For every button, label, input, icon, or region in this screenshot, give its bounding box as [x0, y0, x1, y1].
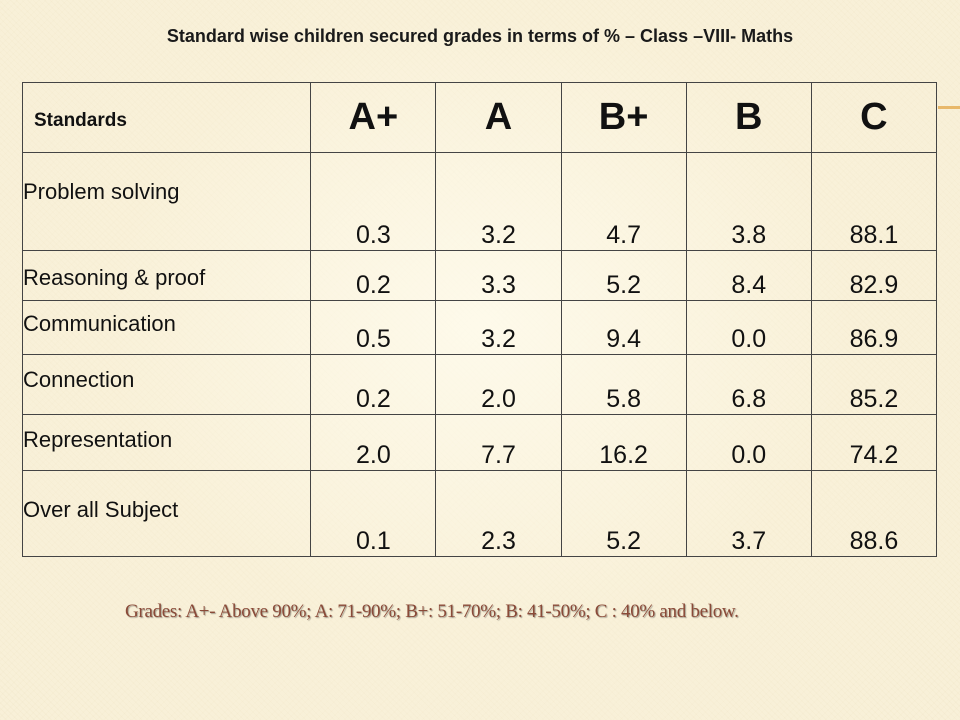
cell-c: 88.1	[811, 153, 936, 251]
grade-header-b-plus: B+	[561, 83, 686, 153]
table-row-connection	[23, 355, 937, 415]
cell-b-plus: 16.2	[561, 415, 686, 471]
row-label: Connection	[23, 355, 311, 415]
grades-table	[22, 82, 937, 557]
cell-b: 3.8	[686, 153, 811, 251]
row-label: Problem solving	[23, 153, 311, 251]
table-header-row	[23, 83, 937, 153]
cell-a: 3.2	[436, 301, 561, 355]
cell-b-plus: 4.7	[561, 153, 686, 251]
row-label: Reasoning & proof	[23, 251, 311, 301]
row-label: Over all Subject	[23, 471, 311, 557]
accent-line	[938, 106, 960, 109]
cell-b-plus: 5.2	[561, 471, 686, 557]
cell-a-plus: 0.2	[311, 355, 436, 415]
cell-b-plus: 5.2	[561, 251, 686, 301]
cell-b-plus: 9.4	[561, 301, 686, 355]
cell-c: 86.9	[811, 301, 936, 355]
grades-legend: Grades: A+- Above 90%; A: 71-90%; B+: 51-70%; B: 41-50%; C : 40% and below.	[125, 601, 739, 622]
cell-c: 88.6	[811, 471, 936, 557]
cell-b: 8.4	[686, 251, 811, 301]
grade-header-c: C	[811, 83, 936, 153]
cell-a: 3.2	[436, 153, 561, 251]
cell-a: 7.7	[436, 415, 561, 471]
cell-a: 2.3	[436, 471, 561, 557]
cell-b: 3.7	[686, 471, 811, 557]
cell-a-plus: 0.2	[311, 251, 436, 301]
cell-a: 2.0	[436, 355, 561, 415]
table-row-reasoning-proof	[23, 251, 937, 301]
cell-c: 74.2	[811, 415, 936, 471]
cell-b: 6.8	[686, 355, 811, 415]
grade-header-b: B	[686, 83, 811, 153]
table-row-problem-solving	[23, 153, 937, 251]
grade-header-a: A	[436, 83, 561, 153]
grade-header-a-plus: A+	[311, 83, 436, 153]
cell-c: 82.9	[811, 251, 936, 301]
cell-b-plus: 5.8	[561, 355, 686, 415]
cell-a-plus: 0.1	[311, 471, 436, 557]
cell-a-plus: 2.0	[311, 415, 436, 471]
cell-b: 0.0	[686, 301, 811, 355]
standards-header: Standards	[23, 83, 311, 153]
cell-a: 3.3	[436, 251, 561, 301]
table-row-overall-subject	[23, 471, 937, 557]
cell-c: 85.2	[811, 355, 936, 415]
cell-b: 0.0	[686, 415, 811, 471]
cell-a-plus: 0.3	[311, 153, 436, 251]
table-row-communication	[23, 301, 937, 355]
cell-a-plus: 0.5	[311, 301, 436, 355]
row-label: Communication	[23, 301, 311, 355]
row-label: Representation	[23, 415, 311, 471]
slide-title: Standard wise children secured grades in terms of % – Class –VIII- Maths	[166, 26, 794, 46]
table-row-representation	[23, 415, 937, 471]
